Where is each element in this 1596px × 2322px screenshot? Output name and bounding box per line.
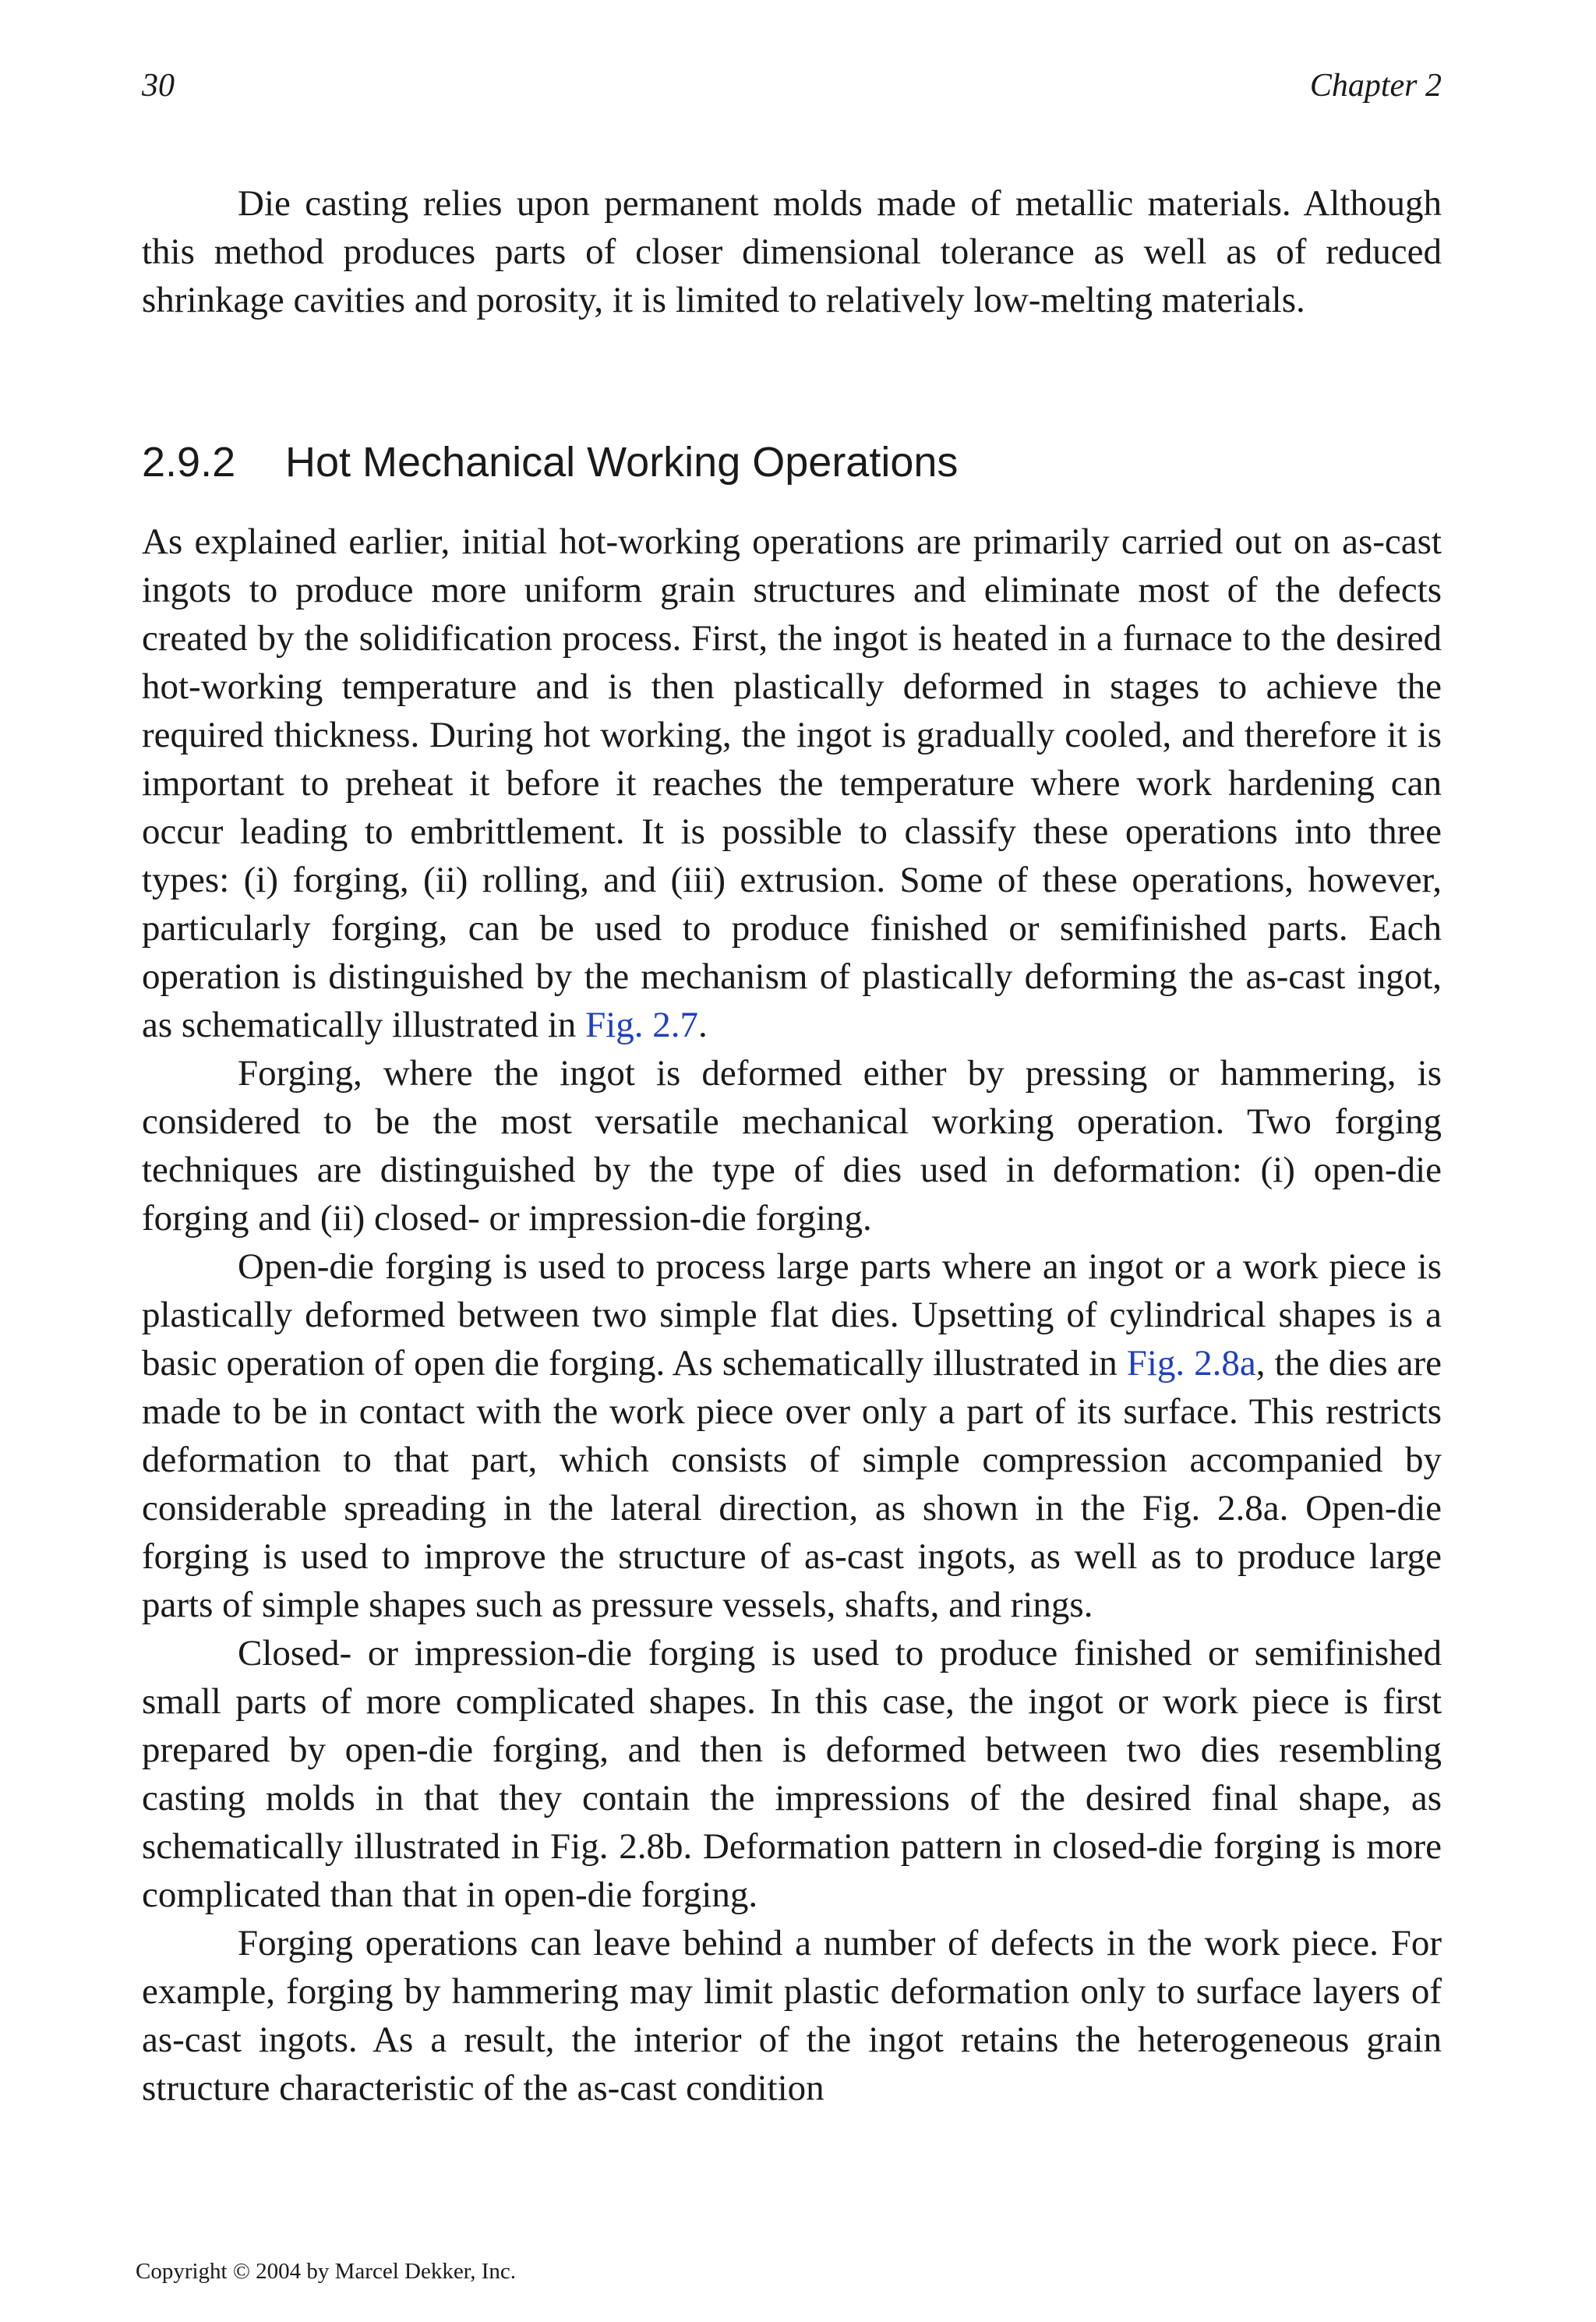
paragraph-closed-die: Closed- or impression-die forging is used to produce finished or semifinished small parts of more complicated shapes. In this case, the ingot or work piece is first prepared by open-die forging, and then is deformed between two dies resembling casting molds in that they contain the impressions of the desired final shape, as schematically illustrated in Fig. 2.8b. Deformation pattern in closed-die forging is more complicated than that in open-die forging. (142, 1633, 1442, 1915)
paragraph-die-casting: Die casting relies upon permanent molds made of metallic materials. Although this method produces parts of closer dimensional tolerance as well as of reduced shrinkage cavities and porosity, it is limited to relatively low-melting materials. (142, 183, 1442, 320)
paragraph-open-die (142, 1242, 1442, 1629)
running-head: Chapter 2 (1309, 68, 1442, 104)
paragraph-hot-working (142, 518, 1442, 1049)
section-body (142, 518, 1442, 2112)
paragraph-text: . (698, 1005, 708, 1045)
intro-block (142, 179, 1442, 324)
section-title: Hot Mechanical Working Operations (285, 439, 959, 486)
page-number: 30 (142, 68, 175, 104)
paragraph-forging-defects: Forging operations can leave behind a number of defects in the work piece. For example, forging by hammering may limit plastic deformation only to surface layers of as-cast ingots. As a result, the interior of the ingot retains the heterogeneous grain structure characteristic of the as-cast condition (142, 1923, 1442, 2108)
section-heading (142, 438, 958, 486)
paragraph-forging: Forging, where the ingot is deformed either by pressing or hammering, is considered to be the most versatile mechanical working operation. Two forging techniques are distinguished by the type of dies used in deformation: (i) open-die forging and (ii) closed- or impression-die forging. (142, 1053, 1442, 1239)
paragraph-text: , the dies are made to be in contact with the work piece over only a part of its surface. This restricts deformation to that part, which consists of simple compression accompanied by considerable spreading in the lateral direction, as shown in the Fig. 2.8a. Open-die forging is used to improve the structure of as-cast ingots, as well as to produce large parts of simple shapes such as pressure vessels, shafts, and rings. (142, 1343, 1442, 1625)
figure-link-2-8a[interactable]: Fig. 2.8a (1126, 1343, 1256, 1384)
paragraph-text: Open-die forging is used to process large parts where an ingot or a work piece is plastically deformed between two simple flat dies. Upsetting of cylindrical shapes is a basic operation of open die forging. As schematically illustrated in (142, 1246, 1442, 1384)
figure-link-2-7[interactable]: Fig. 2.7 (585, 1005, 699, 1045)
paragraph-text: As explained earlier, initial hot-working operations are primarily carried out on as-cast ingots to produce more uniform grain structures and eliminate most of the defects created by the solidification process. First, the ingot is heated in a furnace to the desired hot-working temperature and is then plastically deformed in stages to achieve the required thickness. During hot working, the ingot is gradually cooled, and therefore it is important to preheat it before it reaches the temperature where work hardening can occur leading to embrittlement. It is possible to classify these operations into three types: (i) forging, (ii) rolling, and (iii) extrusion. Some of these operations, however, particularly forging, can be used to produce finished or semifinished parts. Each operation is distinguished by the mechanism of plastically deforming the as-cast ingot, as schematically illustrated in (142, 521, 1442, 1045)
section-number: 2.9.2 (142, 439, 236, 486)
copyright-notice: Copyright © 2004 by Marcel Dekker, Inc. (136, 2259, 516, 2284)
